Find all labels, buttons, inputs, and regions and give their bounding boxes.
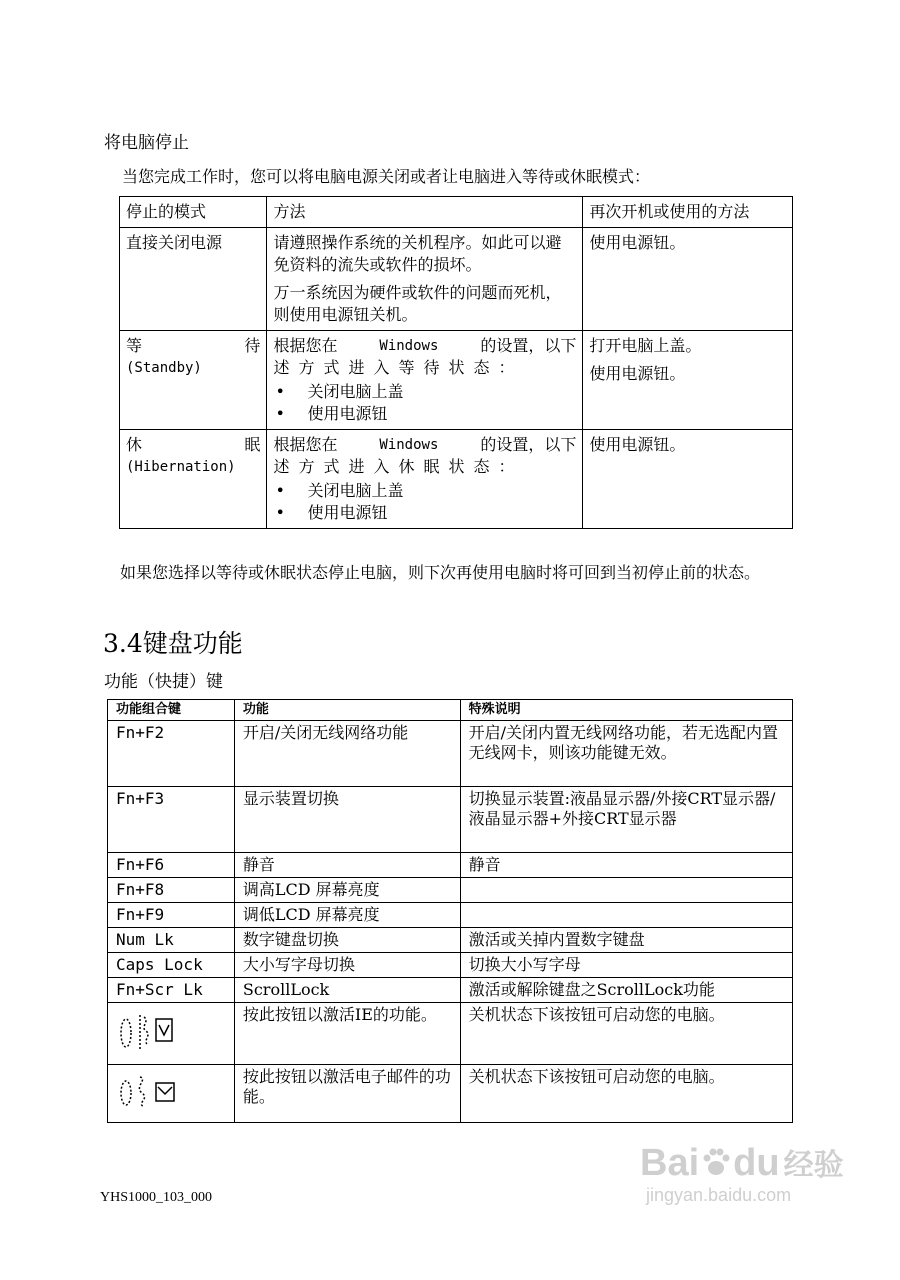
document-id: YHS1000_103_000 [100, 1190, 213, 1205]
key-cell: Fn+F6 [108, 853, 235, 878]
mode-cell: 直接关闭电源 [120, 228, 267, 331]
func-cell: 调低LCD 屏幕亮度 [234, 903, 460, 928]
list-item: • 使用电源钮 [273, 502, 576, 524]
email-button-icon [116, 1067, 180, 1117]
watermark-brand-cn: 经验 [783, 1149, 844, 1182]
note-cell [460, 878, 792, 903]
method-text: Windows [379, 338, 439, 354]
table-row [120, 331, 793, 430]
note-cell: 关机状态下该按钮可启动您的电脑。 [460, 1065, 792, 1123]
list-item: • 关闭电脑上盖 [273, 480, 576, 502]
method-text: 述方式进入休眠状态： [273, 457, 524, 476]
key-cell [108, 1065, 235, 1123]
method-paragraph: 请遵照操作系统的关机程序。如此可以避免资料的流失或软件的损坏。 [273, 233, 562, 274]
method-text: 的设置，以下 [480, 336, 577, 355]
table-row [120, 228, 793, 331]
ie-button-icon [116, 1005, 180, 1061]
table-row [120, 430, 793, 529]
table-row [108, 721, 793, 787]
func-cell: 数字键盘切换 [234, 928, 460, 953]
method-cell [267, 331, 583, 430]
hotkeys-subheading: 功能（快捷）键 [104, 672, 223, 692]
key-cell: Num Lk [108, 928, 235, 953]
note-cell: 静音 [460, 853, 792, 878]
note-cell: 关机状态下该按钮可启动您的电脑。 [460, 1003, 792, 1065]
table-row [108, 1065, 793, 1123]
func-cell: 静音 [234, 853, 460, 878]
mode-cn-char: 眠 [244, 435, 261, 454]
header-cell: 再次开机或使用的方法 [583, 197, 793, 228]
method-text: Windows [379, 437, 439, 453]
key-cell [108, 1003, 235, 1065]
key-cell: Fn+F8 [108, 878, 235, 903]
mode-en: (Hibernation) [126, 459, 236, 475]
mode-cn-char: 等 [126, 336, 143, 355]
note-cell: 激活或解除键盘之ScrollLock功能 [460, 978, 792, 1003]
keyboard-section-heading: 3.4键盘功能 [103, 629, 243, 658]
mode-cell [120, 430, 267, 529]
key-cell: Fn+Scr Lk [108, 978, 235, 1003]
key-cell: Fn+F3 [108, 787, 235, 853]
watermark [640, 1140, 844, 1206]
func-cell: 开启/关闭无线网络功能 [234, 721, 460, 787]
header-cell: 停止的模式 [120, 197, 267, 228]
table-row [108, 853, 793, 878]
note-cell [460, 903, 792, 928]
header-cell: 功能 [234, 700, 460, 721]
header-cell: 功能组合键 [108, 700, 235, 721]
table-header-row [120, 197, 793, 228]
func-cell: 显示装置切换 [234, 787, 460, 853]
note-cell: 激活或关掉内置数字键盘 [460, 928, 792, 953]
mode-cn-char: 休 [126, 435, 143, 454]
header-cell: 方法 [267, 197, 583, 228]
method-text: 根据您在 [273, 435, 338, 454]
mode-en: (Standby) [126, 360, 202, 376]
header-cell: 特殊说明 [460, 700, 792, 721]
section-intro: 当您完成工作时，您可以将电脑电源关闭或者让电脑进入等待或休眠模式： [122, 167, 651, 186]
mode-cn-char: 待 [244, 336, 261, 355]
method-paragraph: 万一系统因为硬件或软件的问题而死机，则使用电源钮关机。 [273, 283, 562, 324]
list-item: • 使用电源钮 [273, 403, 576, 425]
table-row [108, 878, 793, 903]
note-cell: 切换大小写字母 [460, 953, 792, 978]
note-cell: 切换显示装置:液晶显示器/外接CRT显示器/液晶显示器+外接CRT显示器 [460, 787, 792, 853]
resume-cell [583, 331, 793, 430]
note-cell: 开启/关闭内置无线网络功能，若无选配内置无线网卡，则该功能键无效。 [460, 721, 792, 787]
method-bullets [273, 480, 576, 524]
method-cell [267, 228, 583, 331]
key-cell: Fn+F9 [108, 903, 235, 928]
section-title-stop: 将电脑停止 [104, 133, 189, 153]
func-cell: 按此按钮以激活电子邮件的功能。 [234, 1065, 460, 1123]
table-row [108, 953, 793, 978]
func-cell: 大小写字母切换 [234, 953, 460, 978]
table-row [108, 903, 793, 928]
paw-icon [699, 1145, 733, 1179]
watermark-brand: Bai [640, 1142, 700, 1184]
resume-text: 打开电脑上盖。 [589, 336, 702, 355]
table-row [108, 978, 793, 1003]
method-text: 根据您在 [273, 336, 338, 355]
method-text: 述方式进入等待状态： [273, 358, 524, 377]
hotkeys-table [107, 699, 793, 1123]
method-bullets [273, 381, 576, 425]
table-header-row [108, 700, 793, 721]
method-cell [267, 430, 583, 529]
watermark-url: jingyan.baidu.com [646, 1185, 792, 1205]
key-cell: Caps Lock [108, 953, 235, 978]
key-cell: Fn+F2 [108, 721, 235, 787]
mode-cell [120, 331, 267, 430]
table-row [108, 787, 793, 853]
method-text: 的设置，以下 [480, 435, 577, 454]
table-row [108, 928, 793, 953]
watermark-brand: du [733, 1142, 780, 1184]
func-cell: 调高LCD 屏幕亮度 [234, 878, 460, 903]
func-cell: 按此按钮以激活IE的功能。 [234, 1003, 460, 1065]
resume-text: 使用电源钮。 [589, 364, 686, 383]
func-cell: ScrollLock [234, 978, 460, 1003]
resume-cell: 使用电源钮。 [583, 430, 793, 529]
resume-cell: 使用电源钮。 [583, 228, 793, 331]
table-row [108, 1003, 793, 1065]
after-table-note: 如果您选择以等待或休眠状态停止电脑，则下次再使用电脑时将可回到当初停止前的状态。 [120, 563, 761, 582]
list-item: • 关闭电脑上盖 [273, 381, 576, 403]
stop-modes-table [119, 196, 793, 529]
